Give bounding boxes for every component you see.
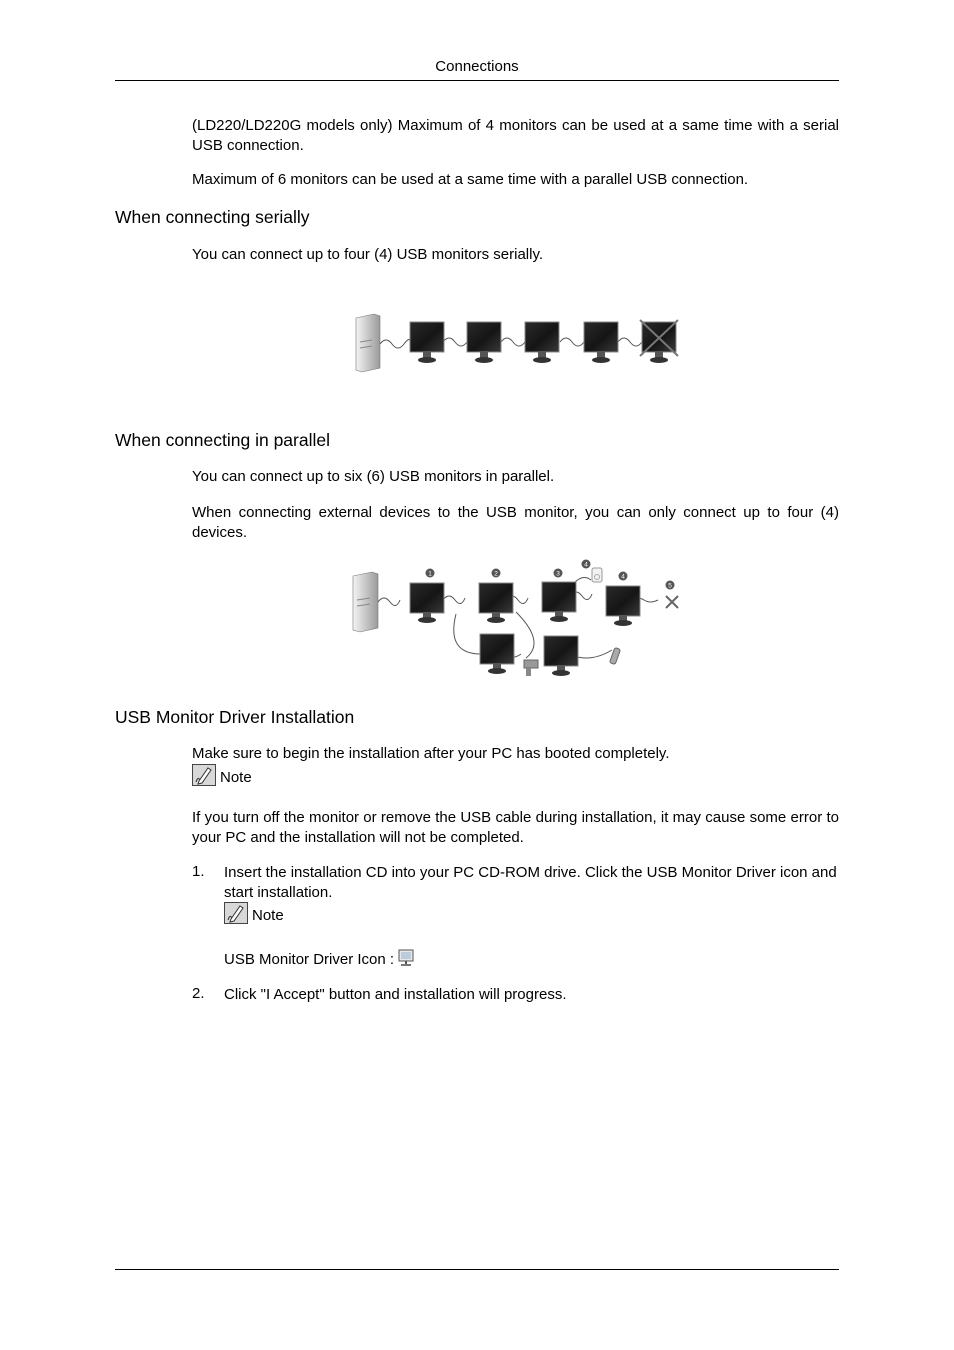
note-icon	[192, 764, 216, 786]
monitor-icon	[606, 586, 640, 626]
note-callout	[192, 764, 252, 786]
monitor-icon	[542, 582, 576, 622]
svg-text:1: 1	[428, 570, 432, 578]
intro-paragraph-2: Maximum of 6 monitors can be used at a same time with a parallel USB connection.	[192, 171, 749, 188]
footer-rule	[115, 1269, 839, 1270]
parallel-text-2: When connecting external devices to the USB monitor, you can only connect up to four (4) devices.	[192, 504, 839, 541]
number-badge	[582, 560, 591, 569]
svg-text:4: 4	[621, 573, 625, 581]
driver-icon-line	[224, 949, 839, 969]
svg-text:4: 4	[584, 561, 588, 569]
monitor-icon	[467, 322, 501, 363]
install-text: Make sure to begin the installation after your PC has booted completely.	[192, 745, 670, 762]
camcorder-icon	[524, 660, 538, 676]
pc-tower-icon	[356, 314, 380, 372]
number-badge	[666, 581, 675, 590]
step-text: Insert the installation CD into your PC CD-ROM drive. Click the USB Monitor Driver icon and start installation.	[224, 864, 837, 901]
serial-text: You can connect up to four (4) USB monitors serially.	[192, 246, 544, 263]
number-badge	[492, 569, 501, 578]
monitor-icon	[480, 634, 514, 674]
svg-text:5: 5	[668, 582, 672, 590]
parallel-text-1: You can connect up to six (6) USB monitors in parallel.	[192, 468, 555, 485]
svg-text:2: 2	[494, 570, 498, 578]
media-player-icon	[592, 568, 602, 582]
monitor-icon	[525, 322, 559, 363]
monitor-icon	[584, 322, 618, 363]
note-callout	[224, 902, 284, 924]
crossed-device-icon	[666, 596, 678, 608]
monitor-icon	[479, 583, 513, 623]
install-heading: USB Monitor Driver Installation	[115, 707, 355, 727]
step-number: 2.	[192, 985, 205, 1002]
crossed-monitor-icon	[640, 320, 678, 363]
serial-heading: When connecting serially	[115, 207, 310, 227]
serial-connection-diagram	[350, 312, 685, 374]
svg-text:3: 3	[556, 570, 560, 578]
step-text: Click "I Accept" button and installation will progress.	[224, 986, 567, 1003]
monitor-icon	[410, 583, 444, 623]
note-icon	[224, 902, 248, 924]
parallel-heading: When connecting in parallel	[115, 430, 330, 450]
pc-tower-icon	[353, 572, 378, 632]
step-number: 1.	[192, 863, 205, 880]
intro-paragraph-1: (LD220/LD220G models only) Maximum of 4 monitors can be used at a same time with a serial USB connection.	[192, 117, 839, 154]
header-rule	[115, 80, 839, 81]
usb-monitor-driver-icon	[396, 949, 416, 967]
driver-icon-label: USB Monitor Driver Icon :	[224, 950, 395, 968]
note-text: If you turn off the monitor or remove the USB cable during installation, it may cause some error to your PC and the installation will not be completed.	[192, 809, 839, 846]
parallel-connection-diagram	[348, 556, 684, 680]
number-badge	[554, 569, 563, 578]
note-label: Note	[220, 769, 252, 786]
monitor-icon	[410, 322, 444, 363]
page-header-title: Connections	[435, 58, 519, 75]
monitor-icon	[544, 636, 578, 676]
number-badge	[619, 572, 628, 581]
number-badge	[426, 569, 435, 578]
note-label: Note	[252, 907, 284, 924]
